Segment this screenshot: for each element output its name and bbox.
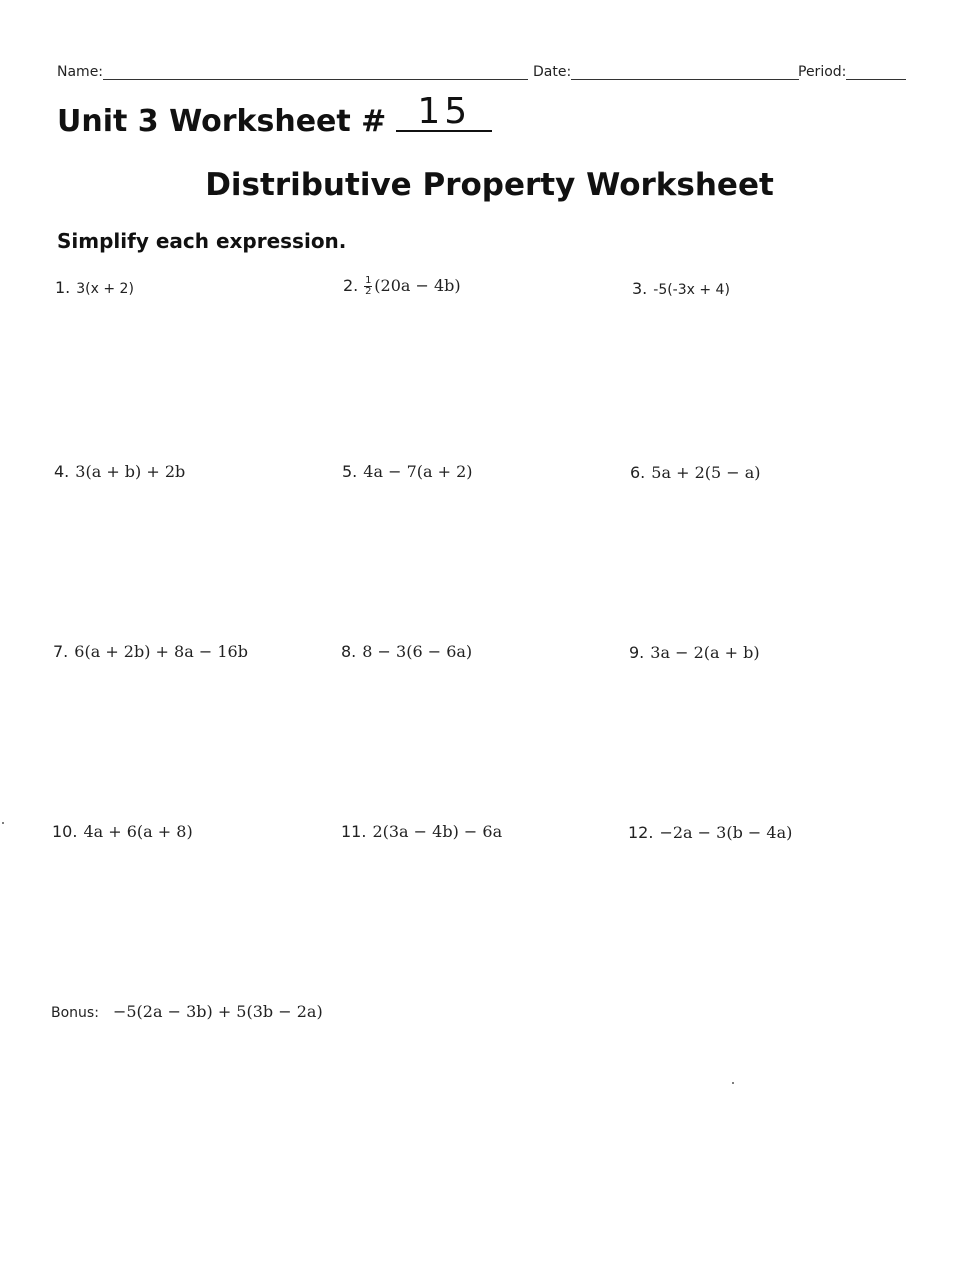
problem-10 <box>52 822 193 841</box>
problem-7 <box>53 642 248 661</box>
bonus-label: Bonus: <box>51 1005 99 1021</box>
bonus-problem <box>51 1002 323 1021</box>
problem-number: 10. <box>52 822 78 841</box>
problem-5 <box>342 462 473 481</box>
period-label: Period: <box>798 64 847 80</box>
scan-speck <box>732 1082 734 1084</box>
problem-8 <box>341 642 472 661</box>
page-title: Distributive Property Worksheet <box>205 167 774 203</box>
problem-3 <box>632 279 730 298</box>
problem-2 <box>343 276 461 297</box>
problem-expression: (20a − 4b) <box>374 276 461 295</box>
problem-expression: 4a − 7(a + 2) <box>363 462 473 481</box>
fraction-denominator: 2 <box>365 286 372 297</box>
problem-number: 5. <box>342 462 358 481</box>
name-field <box>57 64 528 80</box>
fraction <box>364 276 372 297</box>
problem-9 <box>629 643 760 662</box>
problem-expression: 8 − 3(6 − 6a) <box>362 642 473 661</box>
problem-expression: −2a − 3(b − 4a) <box>659 823 793 842</box>
problem-11 <box>341 822 502 841</box>
problem-number: 9. <box>629 643 645 662</box>
problem-expression: 3(a + b) + 2b <box>75 462 186 481</box>
problem-4 <box>54 462 185 481</box>
date-field <box>533 64 799 80</box>
unit-title <box>57 91 492 140</box>
problem-expression: 2(3a − 4b) − 6a <box>372 822 503 841</box>
problem-1 <box>55 278 134 297</box>
scan-speck <box>2 822 4 824</box>
problem-number: 3. <box>632 279 648 298</box>
problem-number: 8. <box>341 642 357 661</box>
problem-number: 6. <box>630 463 646 482</box>
problem-expression: -5(-3x + 4) <box>653 282 730 298</box>
date-blank <box>571 64 799 80</box>
problem-number: 2. <box>343 276 359 295</box>
bonus-expression: −5(2a − 3b) + 5(3b − 2a) <box>112 1002 323 1021</box>
problem-6 <box>630 463 761 482</box>
problem-expression: 5a + 2(5 − a) <box>651 463 761 482</box>
problem-number: 12. <box>628 823 654 842</box>
problem-12 <box>628 823 792 842</box>
problem-expression: 4a + 6(a + 8) <box>83 822 193 841</box>
problem-number: 11. <box>341 822 367 841</box>
period-blank <box>846 64 906 80</box>
unit-title-text: Unit 3 Worksheet # <box>57 104 387 139</box>
instruction: Simplify each expression. <box>57 229 347 253</box>
period-field <box>798 64 906 80</box>
problem-number: 1. <box>55 278 71 297</box>
name-label: Name: <box>57 64 104 80</box>
problem-expression: 6(a + 2b) + 8a − 16b <box>74 642 248 661</box>
date-label: Date: <box>533 64 572 80</box>
fraction-numerator: 1 <box>365 275 372 286</box>
problem-number: 4. <box>54 462 70 481</box>
problem-number: 7. <box>53 642 69 661</box>
problem-expression: 3(x + 2) <box>76 281 134 297</box>
name-blank <box>103 64 528 80</box>
worksheet-number: 15 <box>396 94 492 132</box>
problem-expression: 3a − 2(a + b) <box>650 643 760 662</box>
